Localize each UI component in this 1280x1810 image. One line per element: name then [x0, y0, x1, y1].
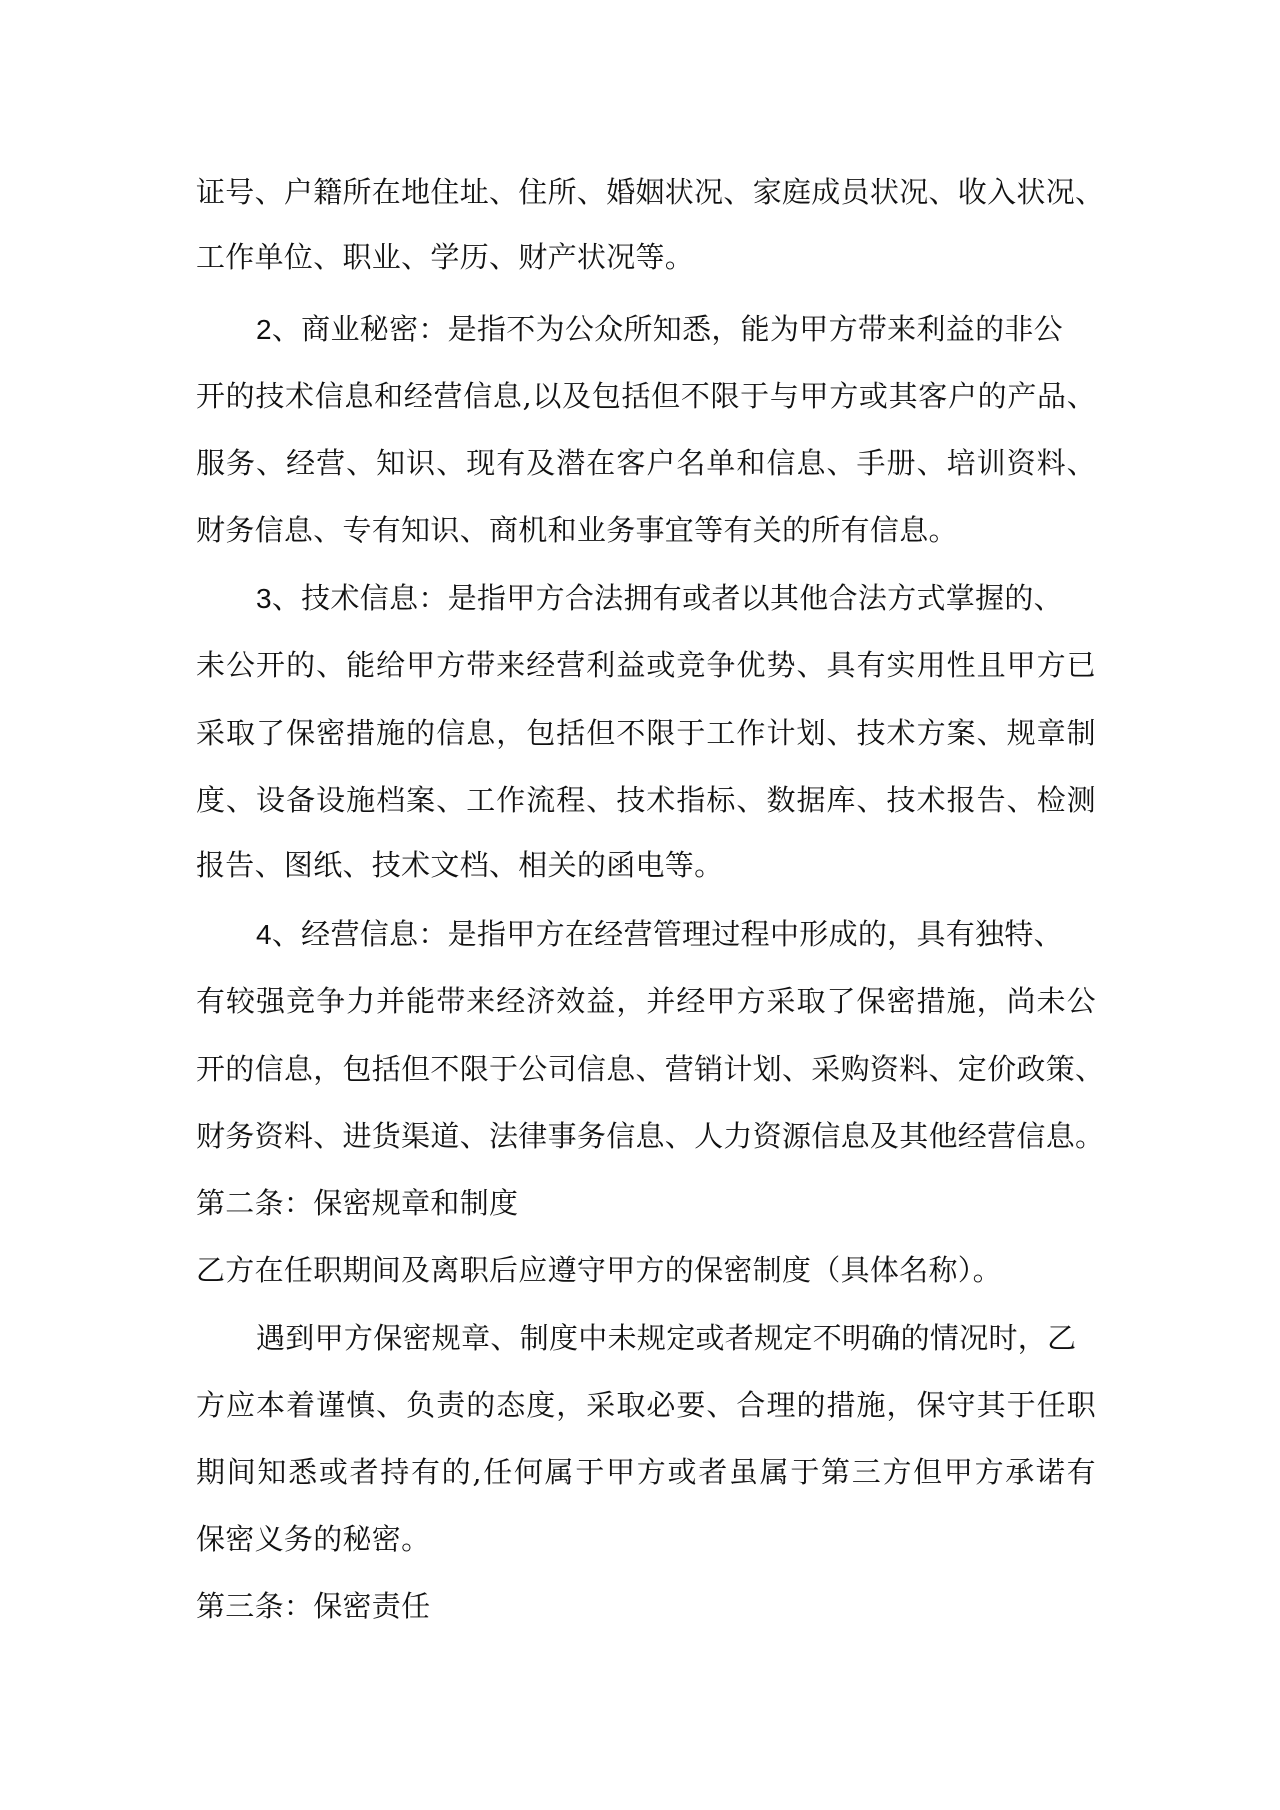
body-line: 报告、图纸、技术文档、相关的函电等。	[196, 848, 724, 882]
body-line: 采取了保密措施的信息，包括但不限于工作计划、技术方案、规章制	[196, 716, 1096, 750]
item-number: 2	[256, 314, 272, 345]
numbered-item-business-info	[256, 914, 1156, 954]
body-line	[256, 1318, 1096, 1358]
body-line: 财务信息、专有知识、商机和业务事宜等有关的所有信息。	[196, 513, 958, 547]
body-line: 有较强竞争力并能带来经济效益，并经甲方采取了保密措施，尚未公	[196, 984, 1096, 1018]
body-line: 方应本着谨慎、负责的态度，采取必要、合理的措施，保守其于任职	[196, 1388, 1096, 1422]
article-3-heading: 第三条：保密责任	[196, 1589, 431, 1623]
item-text: 、经营信息：是指甲方在经营管理过程中形成的，具有独特、	[271, 917, 1063, 951]
body-line: 期间知悉或者持有的,任何属于甲方或者虽属于第三方但甲方承诺有	[196, 1455, 1096, 1489]
body-line: 证号、户籍所在地住址、住所、婚姻状况、家庭成员状况、收入状况、	[196, 175, 1105, 209]
item-text: 、商业秘密：是指不为公众所知悉，能为甲方带来利益的非公	[271, 312, 1063, 346]
body-line: 开的技术信息和经营信息,以及包括但不限于与甲方或其客户的产品、	[196, 379, 1096, 413]
body-line: 乙方在任职期间及离职后应遵守甲方的保密制度（具体名称）。	[196, 1253, 1002, 1287]
item-number: 3	[256, 583, 272, 614]
item-number: 4	[256, 919, 272, 950]
body-line: 度、设备设施档案、工作流程、技术指标、数据库、技术报告、检测	[196, 783, 1096, 817]
article-2-heading: 第二条：保密规章和制度	[196, 1186, 519, 1220]
body-line-text: 遇到甲方保密规章、制度中未规定或者规定不明确的情况时，乙	[256, 1321, 1077, 1355]
body-line: 未公开的、能给甲方带来经营利益或竞争优势、具有实用性且甲方已	[196, 648, 1096, 682]
numbered-item-technical-info	[256, 578, 1156, 618]
body-line: 服务、经营、知识、现有及潜在客户名单和信息、手册、培训资料、	[196, 446, 1096, 480]
item-text: 、技术信息：是指甲方合法拥有或者以其他合法方式掌握的、	[271, 581, 1063, 615]
body-line: 财务资料、进货渠道、法律事务信息、人力资源信息及其他经营信息。	[196, 1119, 1105, 1153]
body-line: 保密义务的秘密。	[196, 1522, 431, 1556]
body-line: 开的信息，包括但不限于公司信息、营销计划、采购资料、定价政策、	[196, 1052, 1105, 1086]
body-line: 工作单位、职业、学历、财产状况等。	[196, 240, 695, 274]
numbered-item-trade-secret	[256, 309, 1156, 349]
